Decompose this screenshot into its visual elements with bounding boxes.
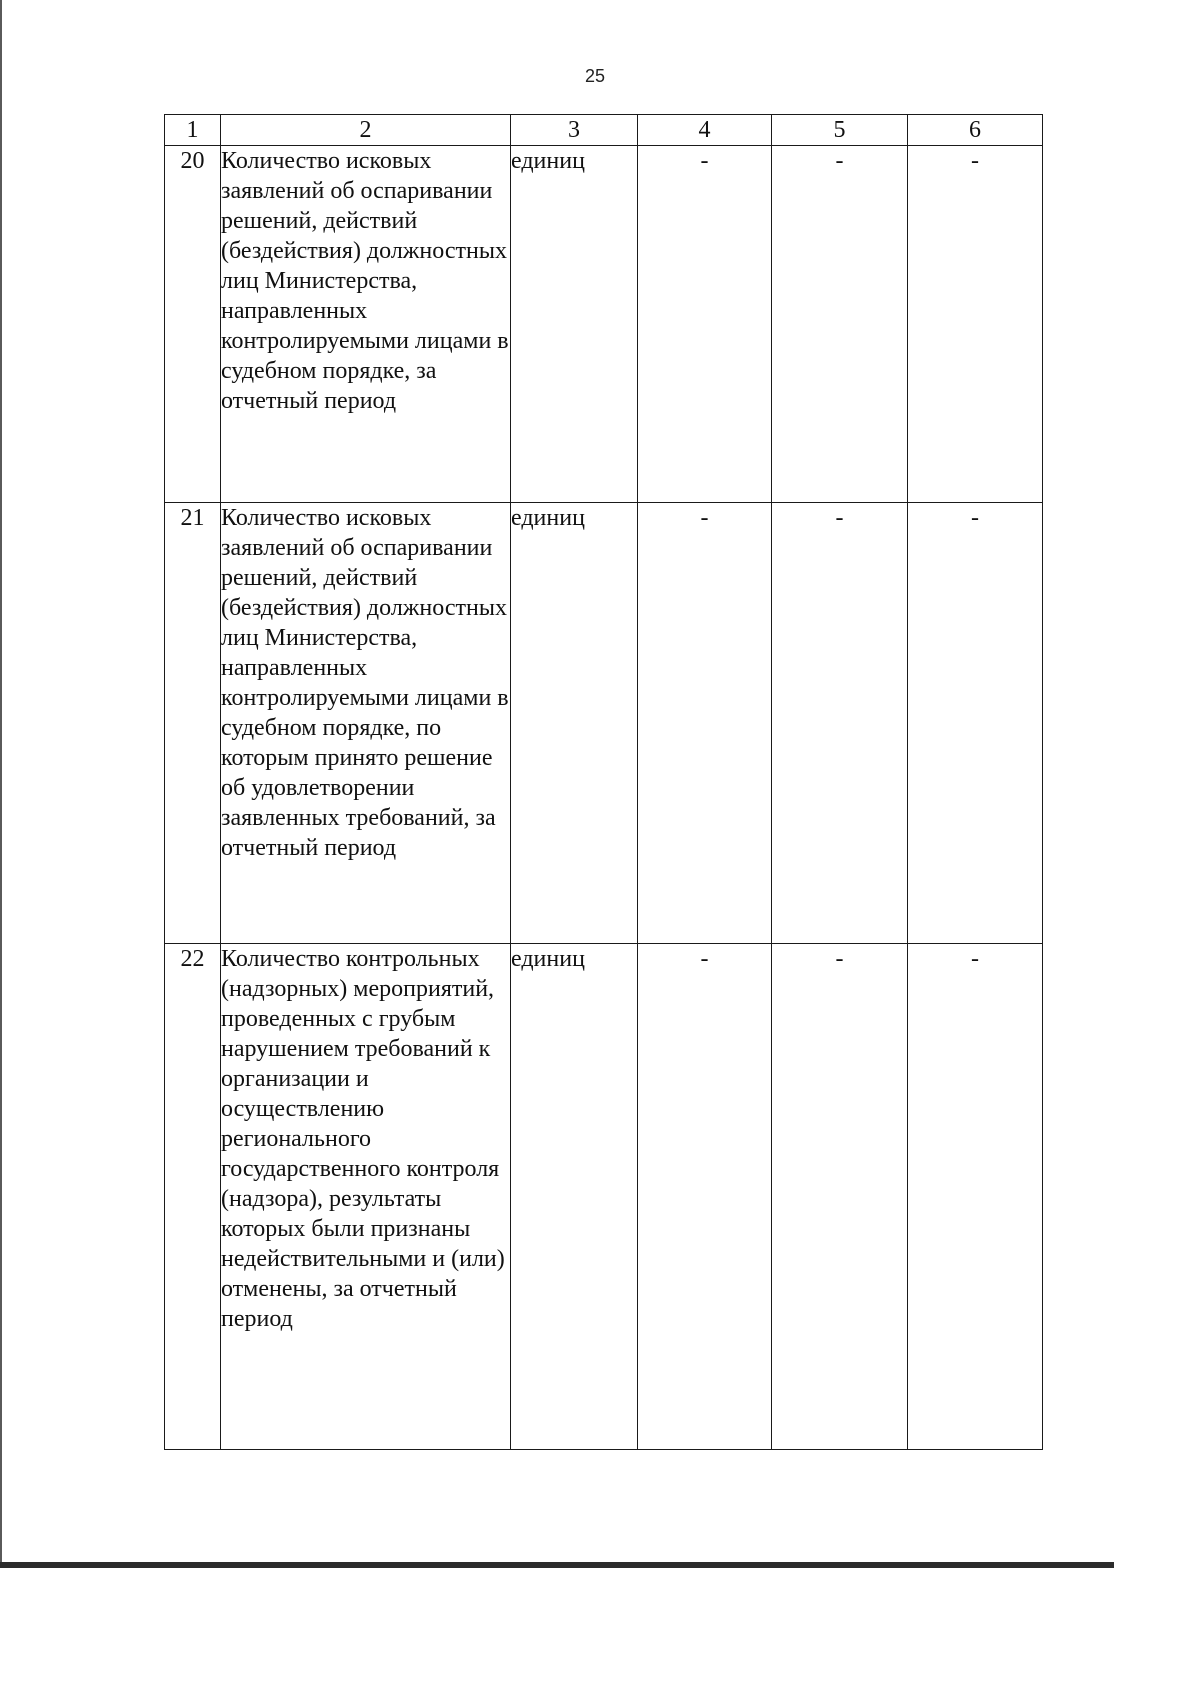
indicator-description: Количество контрольных (надзорных) мероприятий, проведенных с грубым нарушением требований к организации и осуществлению регионального государственного контроля (надзора), результаты которых были признаны недействительными и (или) отменены, за отчетный период (221, 944, 511, 1450)
table-header-row (165, 115, 1043, 146)
indicators-table (164, 114, 1043, 1450)
value-col-6: - (908, 503, 1043, 944)
unit-of-measure: единиц (511, 146, 638, 503)
table-row (165, 503, 1043, 944)
header-col-4: 4 (638, 115, 772, 146)
value-col-5: - (772, 146, 908, 503)
value-col-6: - (908, 146, 1043, 503)
value-col-4: - (638, 944, 772, 1450)
value-col-6: - (908, 944, 1043, 1450)
header-col-3: 3 (511, 115, 638, 146)
row-number: 20 (165, 146, 221, 503)
indicator-description: Количество исковых заявлений об оспаривании решений, действий (бездействия) должностных лиц Министерства, направленных контролируемыми лицами в судебном порядке, за отчетный период (221, 146, 511, 503)
scan-edge-bottom (0, 1562, 1114, 1568)
header-col-6: 6 (908, 115, 1043, 146)
row-number: 22 (165, 944, 221, 1450)
value-col-5: - (772, 503, 908, 944)
header-col-1: 1 (165, 115, 221, 146)
header-col-2: 2 (221, 115, 511, 146)
unit-of-measure: единиц (511, 503, 638, 944)
unit-of-measure: единиц (511, 944, 638, 1450)
page-number: 25 (584, 66, 606, 86)
value-col-4: - (638, 146, 772, 503)
table-row (165, 146, 1043, 503)
row-number: 21 (165, 503, 221, 944)
indicator-description: Количество исковых заявлений об оспаривании решений, действий (бездействия) должностных лиц Министерства, направленных контролируемыми лицами в судебном порядке, по которым принято решение об удовлетворении заявленных требований, за отчетный период (221, 503, 511, 944)
table-row (165, 944, 1043, 1450)
header-col-5: 5 (772, 115, 908, 146)
value-col-4: - (638, 503, 772, 944)
scan-edge-left (0, 0, 2, 1568)
value-col-5: - (772, 944, 908, 1450)
